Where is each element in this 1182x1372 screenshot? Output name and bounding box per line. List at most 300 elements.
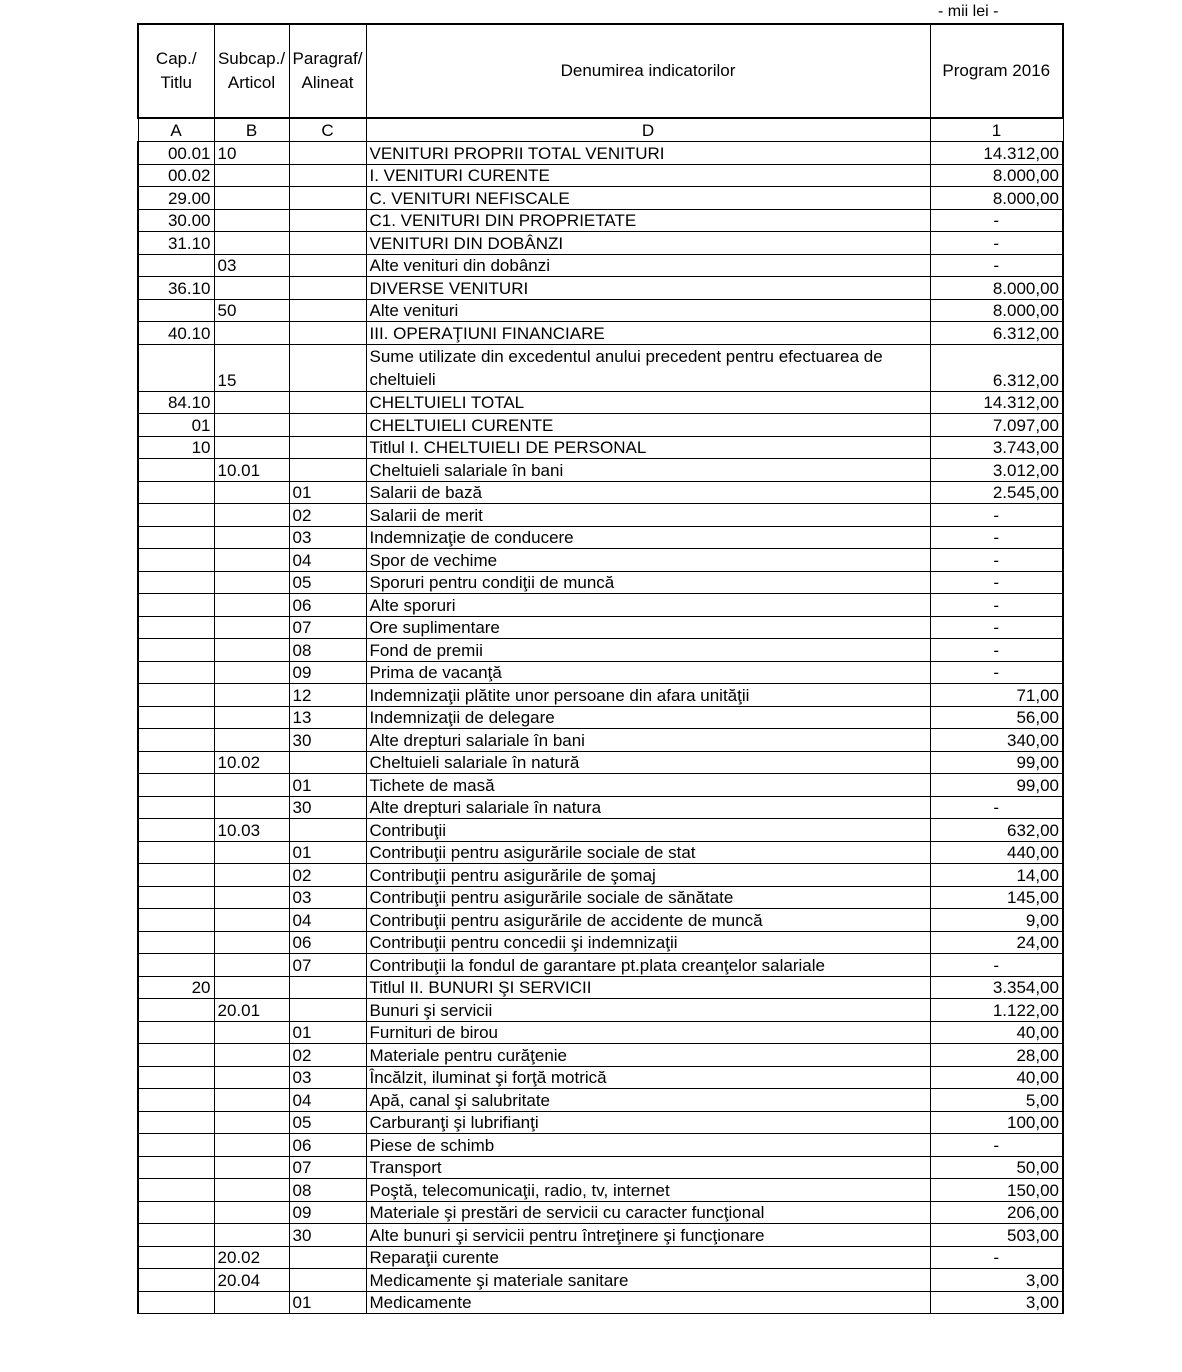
cell-paragraf: 06	[289, 931, 366, 954]
cell-program: 340,00	[930, 729, 1063, 752]
cell-paragraf	[289, 1269, 366, 1292]
cell-cap: 30.00	[138, 209, 214, 232]
cell-cap	[138, 864, 214, 887]
cell-subcap	[214, 729, 289, 752]
cell-paragraf: 03	[289, 1066, 366, 1089]
cell-denumirea: Indemnizaţie de conducere	[366, 526, 930, 549]
table-row	[138, 841, 1063, 864]
cell-program: -	[930, 616, 1063, 639]
cell-program: -	[930, 1134, 1063, 1157]
cell-subcap	[214, 391, 289, 414]
cell-program: -	[930, 232, 1063, 255]
table-row	[138, 504, 1063, 527]
cell-subcap	[214, 277, 289, 300]
cell-paragraf	[289, 232, 366, 255]
cell-denumirea: DIVERSE VENITURI	[366, 277, 930, 300]
cell-denumirea: Alte venituri din dobânzi	[366, 254, 930, 277]
cell-paragraf	[289, 277, 366, 300]
cell-denumirea: Alte bunuri şi servicii pentru întreţinere şi funcţionare	[366, 1224, 930, 1247]
table-row	[138, 819, 1063, 842]
cell-paragraf: 01	[289, 1291, 366, 1314]
cell-subcap	[214, 976, 289, 999]
cell-subcap	[214, 616, 289, 639]
cell-paragraf	[289, 414, 366, 437]
cell-program: 8.000,00	[930, 164, 1063, 187]
cell-cap	[138, 481, 214, 504]
table-row	[138, 391, 1063, 414]
table-row	[138, 864, 1063, 887]
table-row	[138, 886, 1063, 909]
cell-subcap	[214, 436, 289, 459]
cell-subcap	[214, 1224, 289, 1247]
cell-program: 56,00	[930, 706, 1063, 729]
cell-cap	[138, 1066, 214, 1089]
cell-cap	[138, 999, 214, 1022]
cell-program: -	[930, 954, 1063, 977]
cell-program: 1.122,00	[930, 999, 1063, 1022]
cell-denumirea: C. VENITURI NEFISCALE	[366, 187, 930, 210]
cell-cap	[138, 344, 214, 391]
cell-cap	[138, 549, 214, 572]
cell-paragraf: 06	[289, 1134, 366, 1157]
table-row	[138, 751, 1063, 774]
cell-program: 40,00	[930, 1021, 1063, 1044]
cell-subcap	[214, 639, 289, 662]
cell-denumirea: Alte sporuri	[366, 594, 930, 617]
cell-paragraf: 05	[289, 571, 366, 594]
cell-program: 3,00	[930, 1291, 1063, 1314]
cell-subcap	[214, 481, 289, 504]
cell-denumirea: Transport	[366, 1156, 930, 1179]
cell-cap: 36.10	[138, 277, 214, 300]
cell-cap	[138, 729, 214, 752]
budget-table	[137, 23, 1064, 1314]
cell-paragraf: 07	[289, 1156, 366, 1179]
table-row	[138, 1291, 1063, 1314]
cell-program: -	[930, 594, 1063, 617]
table-row	[138, 1224, 1063, 1247]
table-row	[138, 142, 1063, 165]
cell-subcap	[214, 684, 289, 707]
table-row	[138, 999, 1063, 1022]
cell-subcap	[214, 1021, 289, 1044]
cell-paragraf: 01	[289, 774, 366, 797]
table-row	[138, 526, 1063, 549]
cell-denumirea: Titlul I. CHELTUIELI DE PERSONAL	[366, 436, 930, 459]
cell-cap	[138, 1224, 214, 1247]
cell-program: 28,00	[930, 1044, 1063, 1067]
cell-subcap: 20.02	[214, 1246, 289, 1269]
table-row	[138, 729, 1063, 752]
cell-denumirea: Medicamente şi materiale sanitare	[366, 1269, 930, 1292]
table-row	[138, 976, 1063, 999]
cell-subcap	[214, 1291, 289, 1314]
cell-cap	[138, 1291, 214, 1314]
cell-paragraf: 04	[289, 1089, 366, 1112]
cell-denumirea: Sporuri pentru condiţii de muncă	[366, 571, 930, 594]
cell-program: 3,00	[930, 1269, 1063, 1292]
cell-program: 3.012,00	[930, 459, 1063, 482]
cell-subcap: 20.01	[214, 999, 289, 1022]
cell-paragraf: 05	[289, 1111, 366, 1134]
table-row	[138, 1111, 1063, 1134]
cell-cap	[138, 639, 214, 662]
cell-cap	[138, 751, 214, 774]
cell-program: -	[930, 796, 1063, 819]
cell-program: 206,00	[930, 1201, 1063, 1224]
cell-program: 5,00	[930, 1089, 1063, 1112]
cell-paragraf	[289, 751, 366, 774]
cell-denumirea: Materiale şi prestări de servicii cu caracter funcţional	[366, 1201, 930, 1224]
cell-denumirea: Contribuţii pentru asigurările sociale de sănătate	[366, 886, 930, 909]
table-row	[138, 254, 1063, 277]
cell-program: 14.312,00	[930, 142, 1063, 165]
cell-denumirea: Contribuţii	[366, 819, 930, 842]
cell-cap	[138, 616, 214, 639]
table-row	[138, 931, 1063, 954]
table-row	[138, 1021, 1063, 1044]
cell-denumirea: Salarii de merit	[366, 504, 930, 527]
cell-paragraf	[289, 459, 366, 482]
cell-cap	[138, 1021, 214, 1044]
cell-cap	[138, 774, 214, 797]
cell-denumirea: Încălzit, iluminat şi forţă motrică	[366, 1066, 930, 1089]
cell-paragraf: 01	[289, 1021, 366, 1044]
cell-subcap	[214, 774, 289, 797]
header-paragraf: Paragraf/ Alineat	[289, 24, 366, 118]
cell-subcap: 50	[214, 299, 289, 322]
cell-cap	[138, 254, 214, 277]
table-row	[138, 549, 1063, 572]
cell-subcap	[214, 526, 289, 549]
cell-program: 145,00	[930, 886, 1063, 909]
table-row	[138, 616, 1063, 639]
table-row	[138, 954, 1063, 977]
cell-program: -	[930, 1246, 1063, 1269]
cell-subcap	[214, 187, 289, 210]
cell-denumirea: Salarii de bază	[366, 481, 930, 504]
table-row	[138, 481, 1063, 504]
cell-subcap	[214, 1179, 289, 1202]
table-row	[138, 571, 1063, 594]
cell-subcap: 10.02	[214, 751, 289, 774]
table-row	[138, 1089, 1063, 1112]
cell-program: 8.000,00	[930, 299, 1063, 322]
table-row	[138, 414, 1063, 437]
cell-denumirea: Alte venituri	[366, 299, 930, 322]
cell-paragraf: 30	[289, 729, 366, 752]
cell-paragraf: 04	[289, 549, 366, 572]
cell-denumirea: CHELTUIELI TOTAL	[366, 391, 930, 414]
cell-denumirea: Sume utilizate din excedentul anului precedent pentru efectuarea de cheltuieli	[366, 344, 930, 391]
cell-denumirea: Carburanţi şi lubrifianţi	[366, 1111, 930, 1134]
table-row	[138, 277, 1063, 300]
cell-paragraf: 09	[289, 1201, 366, 1224]
cell-subcap	[214, 1089, 289, 1112]
cell-denumirea: Reparaţii curente	[366, 1246, 930, 1269]
cell-cap	[138, 1179, 214, 1202]
cell-program: 24,00	[930, 931, 1063, 954]
cell-denumirea: Bunuri şi servicii	[366, 999, 930, 1022]
cell-denumirea: Cheltuieli salariale în natură	[366, 751, 930, 774]
cell-cap	[138, 796, 214, 819]
column-letter: C	[289, 118, 366, 142]
cell-denumirea: Contribuţii pentru asigurările sociale de stat	[366, 841, 930, 864]
cell-cap	[138, 459, 214, 482]
cell-program: 99,00	[930, 774, 1063, 797]
cell-program: 40,00	[930, 1066, 1063, 1089]
cell-denumirea: Apă, canal şi salubritate	[366, 1089, 930, 1112]
table-row	[138, 1044, 1063, 1067]
cell-program: 503,00	[930, 1224, 1063, 1247]
cell-denumirea: VENITURI DIN DOBÂNZI	[366, 232, 930, 255]
cell-denumirea: Medicamente	[366, 1291, 930, 1314]
cell-paragraf	[289, 391, 366, 414]
cell-subcap	[214, 232, 289, 255]
cell-program: 14.312,00	[930, 391, 1063, 414]
cell-program: 2.545,00	[930, 481, 1063, 504]
cell-denumirea: Contribuţii pentru asigurările de şomaj	[366, 864, 930, 887]
cell-subcap	[214, 1066, 289, 1089]
cell-paragraf: 02	[289, 504, 366, 527]
cell-program: -	[930, 661, 1063, 684]
cell-subcap: 10.01	[214, 459, 289, 482]
cell-subcap	[214, 1111, 289, 1134]
cell-denumirea: Fond de premii	[366, 639, 930, 662]
table-row	[138, 594, 1063, 617]
cell-subcap	[214, 796, 289, 819]
cell-paragraf	[289, 344, 366, 391]
cell-subcap	[214, 954, 289, 977]
cell-paragraf	[289, 322, 366, 345]
cell-paragraf	[289, 299, 366, 322]
cell-denumirea: Furnituri de birou	[366, 1021, 930, 1044]
cell-cap	[138, 1269, 214, 1292]
cell-paragraf	[289, 187, 366, 210]
column-letters-row	[138, 118, 1063, 142]
cell-cap	[138, 299, 214, 322]
cell-cap: 00.02	[138, 164, 214, 187]
cell-program: -	[930, 504, 1063, 527]
cell-subcap	[214, 886, 289, 909]
cell-denumirea: Piese de schimb	[366, 1134, 930, 1157]
cell-subcap	[214, 1044, 289, 1067]
table-row	[138, 322, 1063, 345]
cell-paragraf: 01	[289, 841, 366, 864]
cell-denumirea: Ore suplimentare	[366, 616, 930, 639]
cell-denumirea: III. OPERAŢIUNI FINANCIARE	[366, 322, 930, 345]
cell-denumirea: Contribuţii pentru asigurările de accidente de muncă	[366, 909, 930, 932]
table-row	[138, 1246, 1063, 1269]
cell-program: -	[930, 549, 1063, 572]
cell-program: 8.000,00	[930, 277, 1063, 300]
cell-denumirea: Cheltuieli salariale în bani	[366, 459, 930, 482]
table-row	[138, 436, 1063, 459]
header-program: Program 2016	[930, 24, 1063, 118]
cell-cap	[138, 954, 214, 977]
cell-denumirea: Poştă, telecomunicaţii, radio, tv, internet	[366, 1179, 930, 1202]
cell-program: -	[930, 639, 1063, 662]
cell-program: 6.312,00	[930, 344, 1063, 391]
cell-subcap: 15	[214, 344, 289, 391]
cell-cap	[138, 526, 214, 549]
cell-paragraf: 08	[289, 1179, 366, 1202]
cell-denumirea: VENITURI PROPRII TOTAL VENITURI	[366, 142, 930, 165]
table-row	[138, 1269, 1063, 1292]
cell-paragraf: 30	[289, 796, 366, 819]
cell-paragraf: 12	[289, 684, 366, 707]
cell-cap	[138, 504, 214, 527]
cell-denumirea: Contribuţii la fondul de garantare pt.plata creanţelor salariale	[366, 954, 930, 977]
cell-denumirea: Titlul II. BUNURI ŞI SERVICII	[366, 976, 930, 999]
cell-program: -	[930, 209, 1063, 232]
cell-cap	[138, 1156, 214, 1179]
cell-cap	[138, 706, 214, 729]
cell-subcap	[214, 1156, 289, 1179]
column-letter: D	[366, 118, 930, 142]
cell-subcap	[214, 841, 289, 864]
cell-program: 6.312,00	[930, 322, 1063, 345]
cell-program: 8.000,00	[930, 187, 1063, 210]
cell-program: 100,00	[930, 1111, 1063, 1134]
cell-cap	[138, 1044, 214, 1067]
cell-cap: 40.10	[138, 322, 214, 345]
cell-cap	[138, 1201, 214, 1224]
cell-paragraf	[289, 999, 366, 1022]
cell-subcap	[214, 594, 289, 617]
table-row	[138, 796, 1063, 819]
table-row	[138, 344, 1063, 391]
cell-program: 3.743,00	[930, 436, 1063, 459]
header-denumirea: Denumirea indicatorilor	[366, 24, 930, 118]
cell-subcap	[214, 322, 289, 345]
table-row	[138, 209, 1063, 232]
cell-program: -	[930, 526, 1063, 549]
cell-denumirea: I. VENITURI CURENTE	[366, 164, 930, 187]
cell-paragraf: 09	[289, 661, 366, 684]
table-row	[138, 187, 1063, 210]
cell-subcap	[214, 549, 289, 572]
cell-paragraf: 02	[289, 1044, 366, 1067]
cell-denumirea: Alte drepturi salariale în bani	[366, 729, 930, 752]
cell-paragraf: 01	[289, 481, 366, 504]
cell-cap	[138, 819, 214, 842]
cell-cap	[138, 909, 214, 932]
cell-program: 50,00	[930, 1156, 1063, 1179]
cell-subcap	[214, 1134, 289, 1157]
cell-subcap	[214, 414, 289, 437]
cell-subcap: 03	[214, 254, 289, 277]
column-letter: 1	[930, 118, 1063, 142]
cell-cap	[138, 571, 214, 594]
cell-denumirea: Alte drepturi salariale în natura	[366, 796, 930, 819]
table-row	[138, 684, 1063, 707]
cell-paragraf	[289, 142, 366, 165]
cell-paragraf	[289, 819, 366, 842]
cell-denumirea: Contribuţii pentru concedii şi indemnizaţii	[366, 931, 930, 954]
cell-paragraf: 08	[289, 639, 366, 662]
cell-cap	[138, 931, 214, 954]
cell-program: -	[930, 254, 1063, 277]
table-body	[138, 142, 1063, 1314]
cell-subcap	[214, 209, 289, 232]
table-row	[138, 909, 1063, 932]
cell-program: 71,00	[930, 684, 1063, 707]
cell-subcap: 10	[214, 142, 289, 165]
cell-program: 440,00	[930, 841, 1063, 864]
cell-paragraf: 07	[289, 954, 366, 977]
cell-paragraf	[289, 209, 366, 232]
table-row	[138, 1179, 1063, 1202]
cell-program: 150,00	[930, 1179, 1063, 1202]
cell-denumirea: Indemnizaţii de delegare	[366, 706, 930, 729]
cell-paragraf	[289, 976, 366, 999]
cell-subcap	[214, 164, 289, 187]
cell-subcap	[214, 706, 289, 729]
cell-program: 14,00	[930, 864, 1063, 887]
cell-subcap: 10.03	[214, 819, 289, 842]
cell-denumirea: Spor de vechime	[366, 549, 930, 572]
cell-paragraf: 04	[289, 909, 366, 932]
cell-subcap	[214, 1201, 289, 1224]
cell-cap: 29.00	[138, 187, 214, 210]
cell-paragraf: 03	[289, 526, 366, 549]
table-row	[138, 164, 1063, 187]
table-row	[138, 232, 1063, 255]
cell-subcap	[214, 864, 289, 887]
cell-cap	[138, 684, 214, 707]
cell-subcap	[214, 504, 289, 527]
cell-subcap	[214, 661, 289, 684]
header-subcap: Subcap./ Articol	[214, 24, 289, 118]
cell-cap: 84.10	[138, 391, 214, 414]
cell-cap: 00.01	[138, 142, 214, 165]
cell-program: 632,00	[930, 819, 1063, 842]
cell-cap	[138, 594, 214, 617]
header-row	[138, 24, 1063, 118]
table-row	[138, 661, 1063, 684]
cell-cap: 10	[138, 436, 214, 459]
cell-subcap	[214, 931, 289, 954]
cell-cap	[138, 1134, 214, 1157]
cell-paragraf: 30	[289, 1224, 366, 1247]
cell-paragraf	[289, 436, 366, 459]
cell-cap	[138, 1246, 214, 1269]
cell-denumirea: Tichete de masă	[366, 774, 930, 797]
table-row	[138, 1066, 1063, 1089]
cell-program: 7.097,00	[930, 414, 1063, 437]
cell-paragraf	[289, 254, 366, 277]
cell-cap: 01	[138, 414, 214, 437]
cell-subcap	[214, 909, 289, 932]
cell-cap	[138, 1089, 214, 1112]
cell-paragraf	[289, 1246, 366, 1269]
table-row	[138, 1201, 1063, 1224]
cell-program: 9,00	[930, 909, 1063, 932]
cell-paragraf: 13	[289, 706, 366, 729]
table-row	[138, 1156, 1063, 1179]
cell-denumirea: CHELTUIELI CURENTE	[366, 414, 930, 437]
cell-cap: 31.10	[138, 232, 214, 255]
table-row	[138, 1134, 1063, 1157]
cell-subcap: 20.04	[214, 1269, 289, 1292]
cell-cap	[138, 886, 214, 909]
table-row	[138, 299, 1063, 322]
cell-program: 3.354,00	[930, 976, 1063, 999]
cell-paragraf: 03	[289, 886, 366, 909]
header-cap: Cap./ Titlu	[138, 24, 214, 118]
cell-subcap	[214, 571, 289, 594]
